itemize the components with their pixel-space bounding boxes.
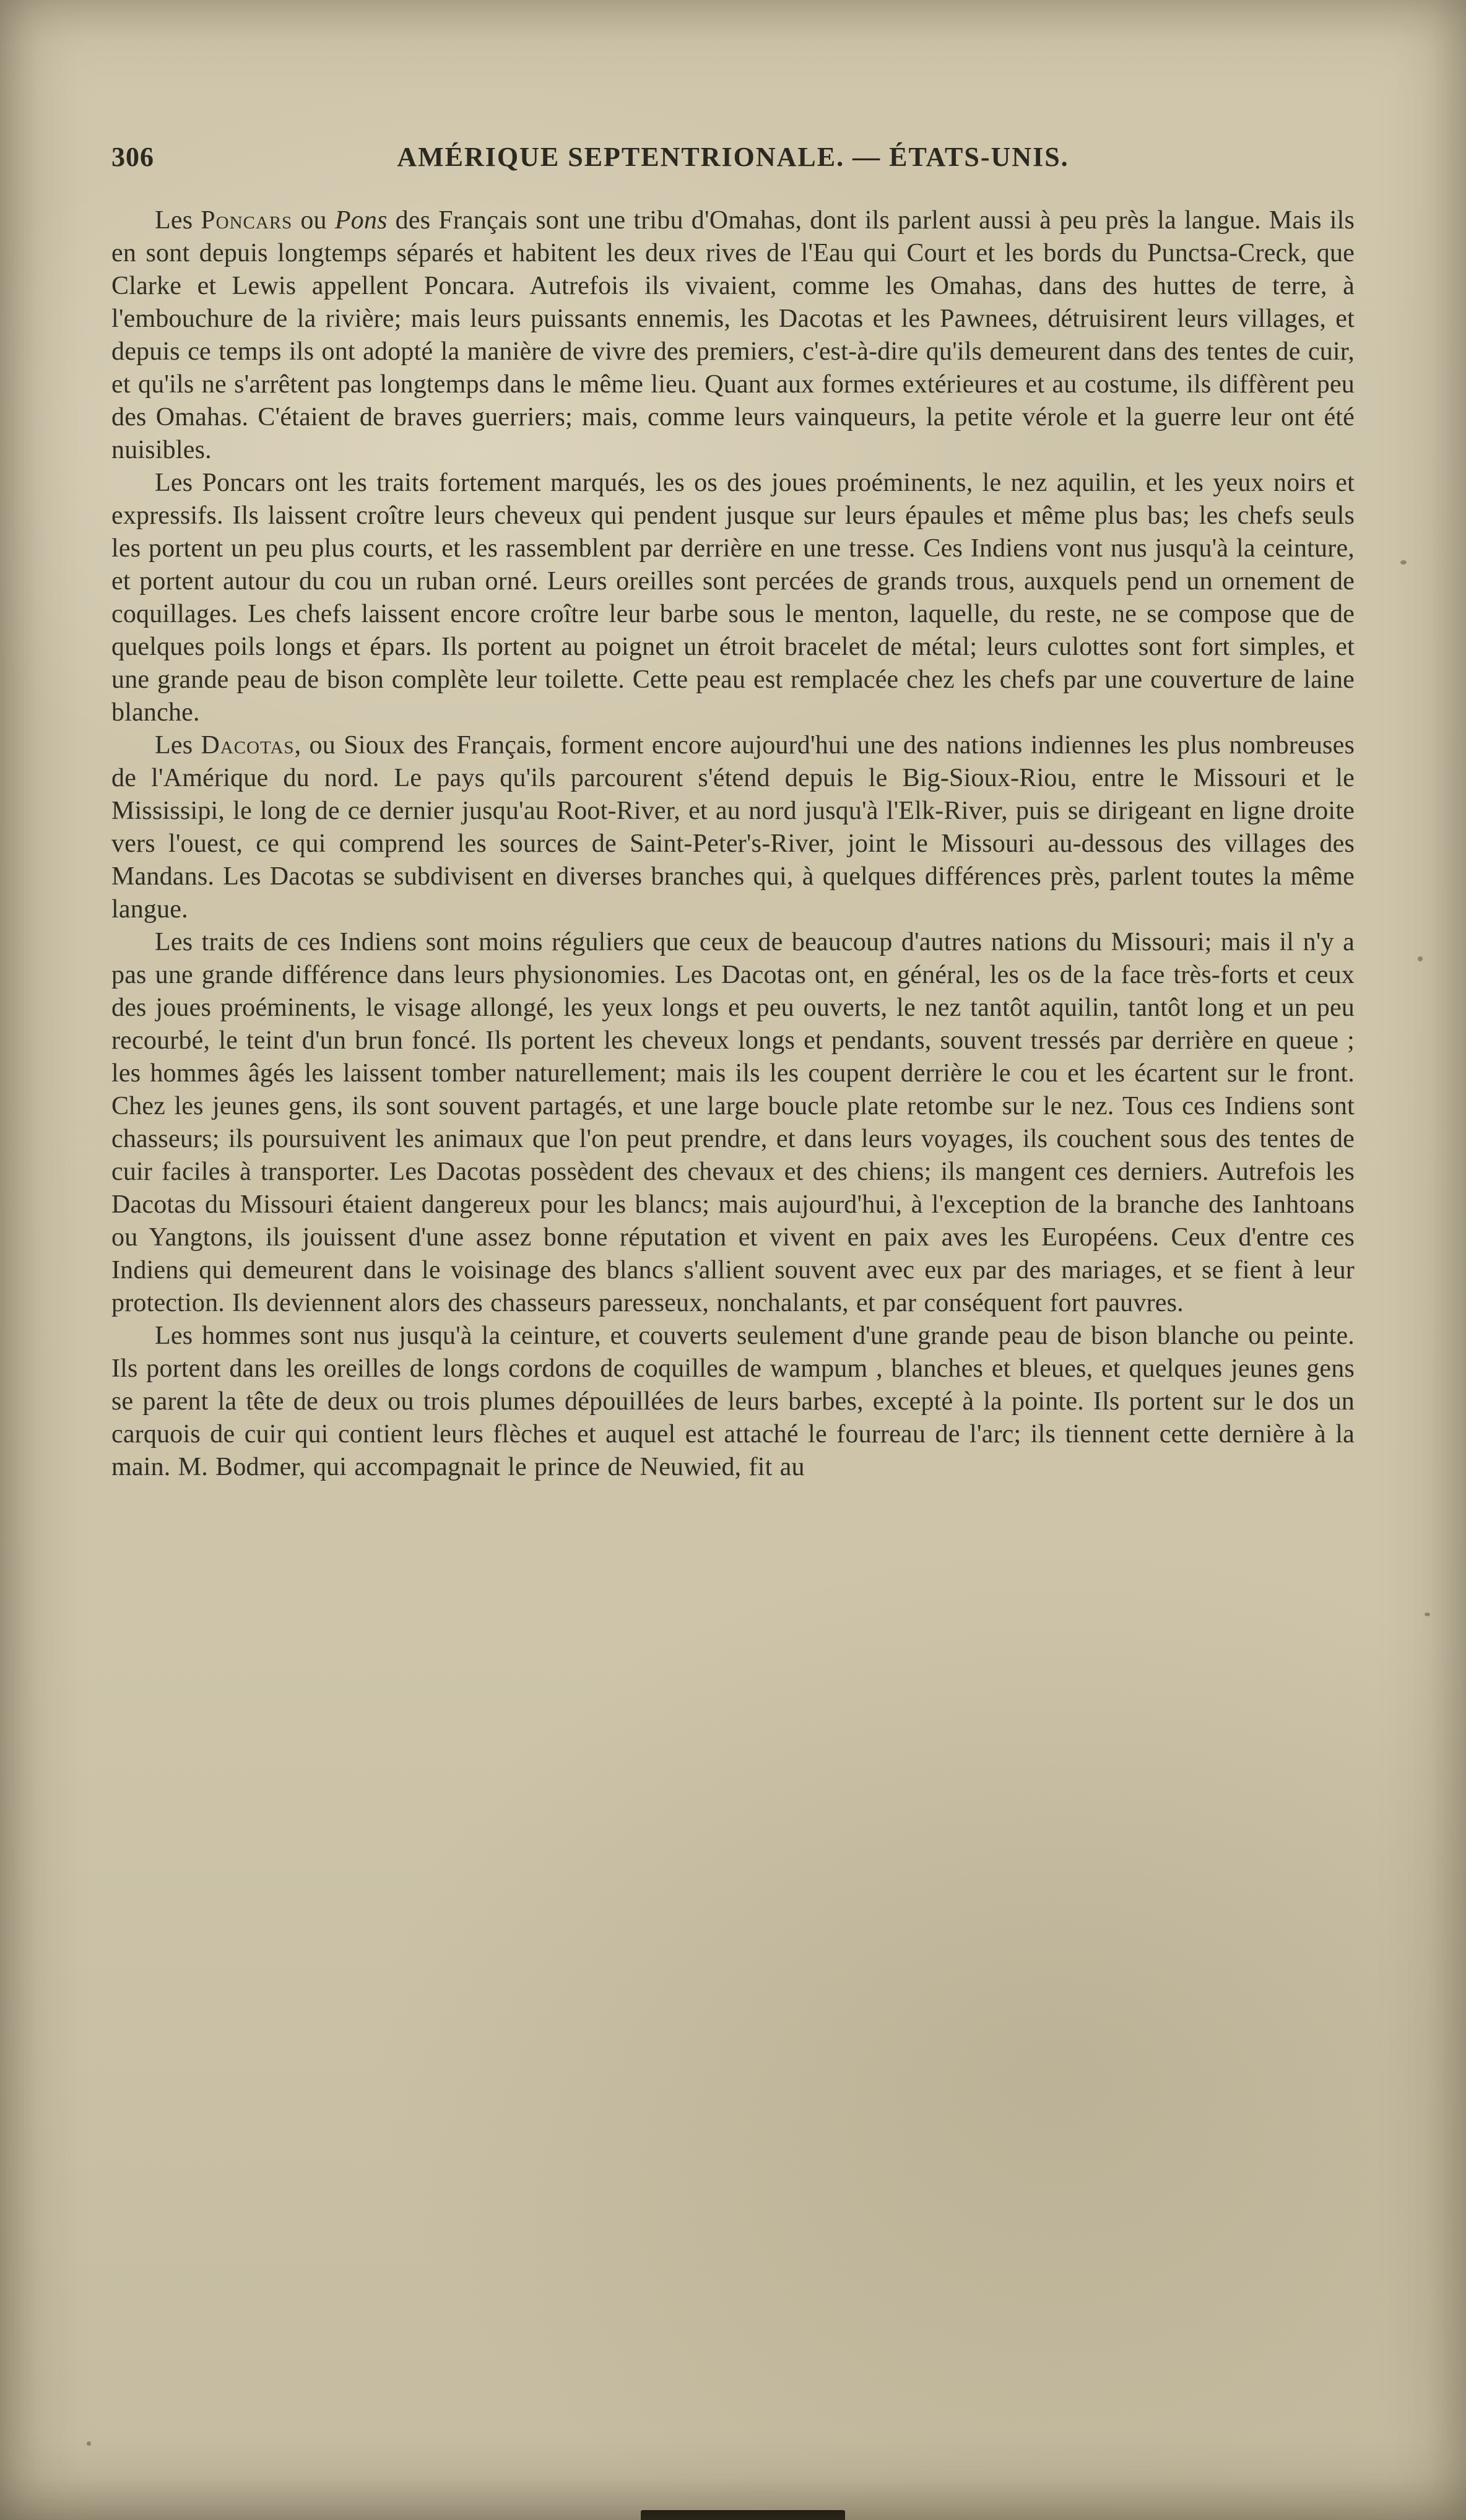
text-segment: Les bbox=[155, 731, 201, 760]
text-segment: Les traits de ces Indiens sont moins réguliers que ceux de beaucoup d'autres nations du Missouri; mais il n'y a pas une grande différence dans leurs physionomies. Les Dacotas ont, en général, les os de la face très-forts et ceux des joues proéminents, le visage allongé, les yeux longs et peu ouverts, le nez tantôt aquilin, tantôt long et un peu recourbé, le teint d'un brun foncé. Ils portent les cheveux longs et pendants, souvent tressés par derrière en queue ; les hommes âgés les laissent tomber naturellement; mais ils les coupent derrière le cou et les écartent sur le front. Chez les jeunes gens, ils sont souvent partagés, et une large boucle plate retombe sur le nez. Tous ces Indiens sont chasseurs; ils poursuivent les animaux que l'on peut prendre, et dans leurs voyages, ils couchent sous des tentes de cuir faciles à transporter. Les Dacotas possèdent des chevaux et des chiens; ils mangent ces derniers. Autrefois les Dacotas du Missouri étaient dangereux pour les blancs; mais aujourd'hui, à l'exception de la branche des Ianhtoans ou Yangtons, ils jouissent d'une assez bonne réputation et vivent en paix aves les Européens. Ceux d'entre ces Indiens qui demeurent dans le voisinage des blancs s'allient souvent avec eux par des mariages, et se fient à leur protection. Ils deviennent alors des chasseurs paresseux, nonchalants, et par conséquent fort pauvres. bbox=[111, 928, 1355, 1317]
paper-speck bbox=[1418, 956, 1423, 961]
text-segment: des Français sont une tribu d'Omahas, dont ils parlent aussi à peu près la langue. Mais ils en sont depuis longtemps séparés et habitent les deux rives de l'Eau qui Court et les bords du Punctsa-Creck, que Clarke et Lewis appellent Poncara. Autrefois ils vivaient, comme les Omahas, dans des huttes de terre, à l'embouchure de la rivière; mais leurs puissants ennemis, les Dacotas et les Pawnees, détruisirent leurs villages, et depuis ce temps ils ont adopté la manière de vivre des premiers, c'est-à-dire qu'ils demeurent dans des tentes de cuir, et qu'ils ne s'arrêtent pas longtemps dans le même lieu. Quant aux formes extérieures et au costume, ils diffèrent peu des Omahas. C'étaient de braves guerriers; mais, comme leurs vainqueurs, la petite vérole et la guerre leur ont été nuisibles. bbox=[111, 206, 1355, 464]
text-segment: Dacotas bbox=[201, 731, 295, 760]
text-segment: Les hommes sont nus jusqu'à la ceinture, et couverts seulement d'une grande peau de bison blanche ou peinte. Ils portent dans les oreilles de longs cordons de coquilles de wampum , blanches et bleues, et quelques jeunes gens se parent la tête de deux ou trois plumes dépouillées de leurs barbes, excepté à la pointe. Ils portent sur le dos un carquois de cuir qui contient leurs flèches et auquel est attaché le fourreau de l'arc; ils tiennent cette dernière à la main. M. Bodmer, qui accompagnait le prince de Neuwied, fit au bbox=[111, 1322, 1355, 1481]
paper-speck bbox=[87, 2441, 91, 2446]
text-block bbox=[111, 204, 1355, 1484]
page-header bbox=[111, 141, 1355, 178]
paragraph bbox=[111, 926, 1355, 1320]
text-segment: Les bbox=[155, 206, 201, 235]
text-segment: , ou Sioux des Français, forment encore aujourd'hui une des nations indiennes les plus nombreuses de l'Amérique du nord. Le pays qu'ils parcourent s'étend depuis le Big-Sioux-Riou, entre le Missouri et le Mississipi, le long de ce dernier jusqu'au Root-River, et au nord jusqu'à l'Elk-River, puis se dirigeant en ligne droite vers l'ouest, ce qui comprend les sources de Saint-Peter's-River, joint le Missouri au-dessous des villages des Mandans. Les Dacotas se subdivisent en diverses branches qui, à quelques différences près, parlent toutes la même langue. bbox=[111, 731, 1355, 924]
text-segment: Pons bbox=[334, 206, 388, 235]
paragraph bbox=[111, 467, 1355, 729]
running-title: AMÉRIQUE SEPTENTRIONALE. — ÉTATS-UNIS. bbox=[397, 142, 1069, 172]
paragraph bbox=[111, 729, 1355, 926]
paper-speck bbox=[1425, 1613, 1430, 1616]
paragraph bbox=[111, 1320, 1355, 1484]
text-segment: ou bbox=[292, 206, 335, 235]
page-number: 306 bbox=[111, 142, 154, 172]
text-segment: Les Poncars ont les traits fortement marqués, les os des joues proéminents, le nez aquilin, et les yeux noirs et expressifs. Ils laissent croître leurs cheveux qui pendent jusque sur leurs épaules et même plus bas; les chefs seuls les portent un peu plus courts, et les rassemblent par derrière en une tresse. Ces Indiens vont nus jusqu'à la ceinture, et portent autour du cou un ruban orné. Leurs oreilles sont percées de grands trous, auxquels pend un ornement de coquillages. Les chefs laissent encore croître leur barbe sous le menton, laquelle, du reste, ne se compose que de quelques poils longs et épars. Ils portent au poignet un étroit bracelet de métal; leurs culottes sont fort simples, et une grande peau de bison complète leur toilette. Cette peau est remplacée chez les chefs par une couverture de laine blanche. bbox=[111, 469, 1355, 727]
scan-edge-mark bbox=[641, 2510, 845, 2520]
paragraph bbox=[111, 204, 1355, 467]
text-segment: Poncars bbox=[201, 206, 293, 235]
paper-speck bbox=[1400, 560, 1407, 565]
